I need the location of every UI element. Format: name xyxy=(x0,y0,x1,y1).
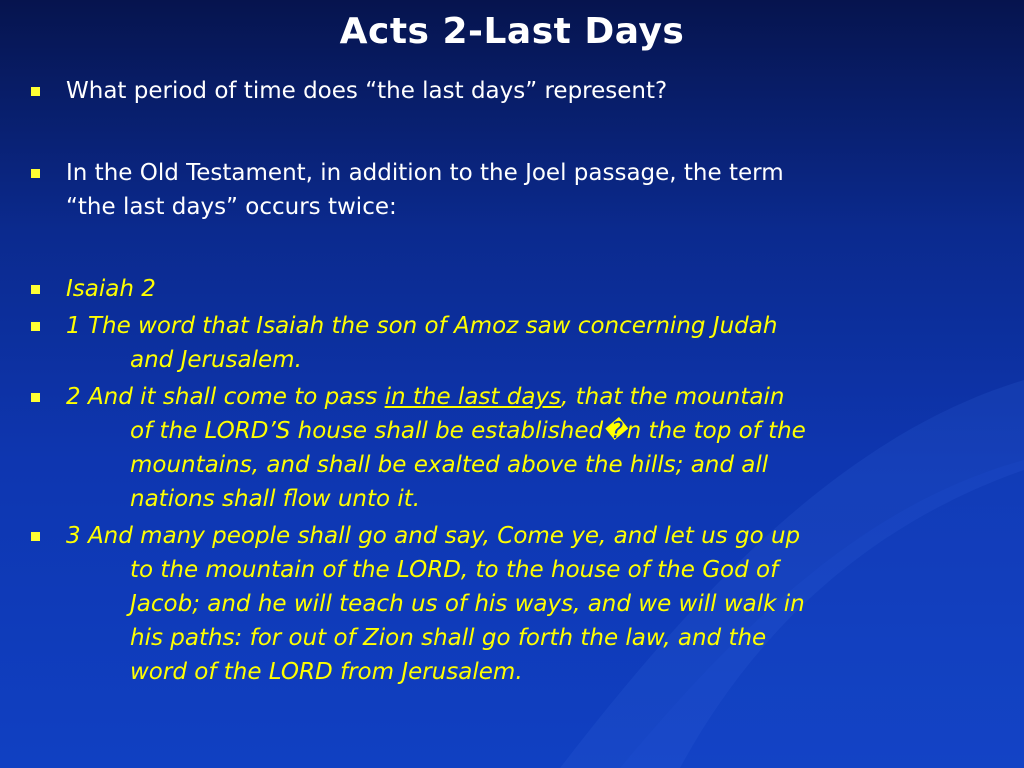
verse-continuation: to the mountain of the LORD, to the house of the God of xyxy=(130,557,779,583)
bullet-text: Isaiah 2 xyxy=(66,276,156,302)
verse-continuation: mountains, and shall be exalted above the hills; and all xyxy=(130,452,769,478)
verse-continuation: of the LORD’S house shall be established�n the top of the xyxy=(130,418,806,444)
bullet-item-verse-1 xyxy=(28,309,1003,377)
verse-text: 2 And it shall come to pass xyxy=(66,384,385,410)
verse-continuation: and Jerusalem. xyxy=(130,347,302,373)
verse-continuation: his paths: for out of Zion shall go forth the law, and the xyxy=(130,625,767,651)
bullet-square-icon xyxy=(31,322,40,331)
bullet-item-verse-3 xyxy=(28,519,1003,689)
verse-line xyxy=(66,380,1003,414)
verse-continuation: nations shall flow unto it. xyxy=(130,486,421,512)
bullet-square-icon xyxy=(31,169,40,178)
verse-text: , that the mountain xyxy=(561,384,785,410)
bullet-text-line: “the last days” occurs twice: xyxy=(66,194,397,220)
bullet-text: What period of time does “the last days” represent? xyxy=(66,78,668,104)
bullet-square-icon xyxy=(31,532,40,541)
verse-continuation: Jacob; and he will teach us of his ways, and we will walk in xyxy=(130,591,805,617)
underlined-phrase: in the last days xyxy=(384,384,562,410)
verse-line: 3 And many people shall go and say, Come ye, and let us go up xyxy=(66,523,801,549)
bullet-square-icon xyxy=(31,87,40,96)
bullet-square-icon xyxy=(31,393,40,402)
bullet-item-verse-2 xyxy=(28,380,1003,516)
bullet-item-isaiah-heading xyxy=(28,272,1003,306)
bullet-item-old-testament xyxy=(28,156,1003,224)
bullet-list xyxy=(28,74,1003,692)
slide-title: Acts 2-Last Days xyxy=(339,11,685,52)
verse-continuation: word of the LORD from Jerusalem. xyxy=(130,659,523,685)
bullet-text-line: In the Old Testament, in addition to the Joel passage, the term xyxy=(66,160,784,186)
bullet-square-icon xyxy=(31,285,40,294)
verse-line: 1 The word that Isaiah the son of Amoz saw concerning Judah xyxy=(66,313,778,339)
bullet-item-question xyxy=(28,74,1003,108)
